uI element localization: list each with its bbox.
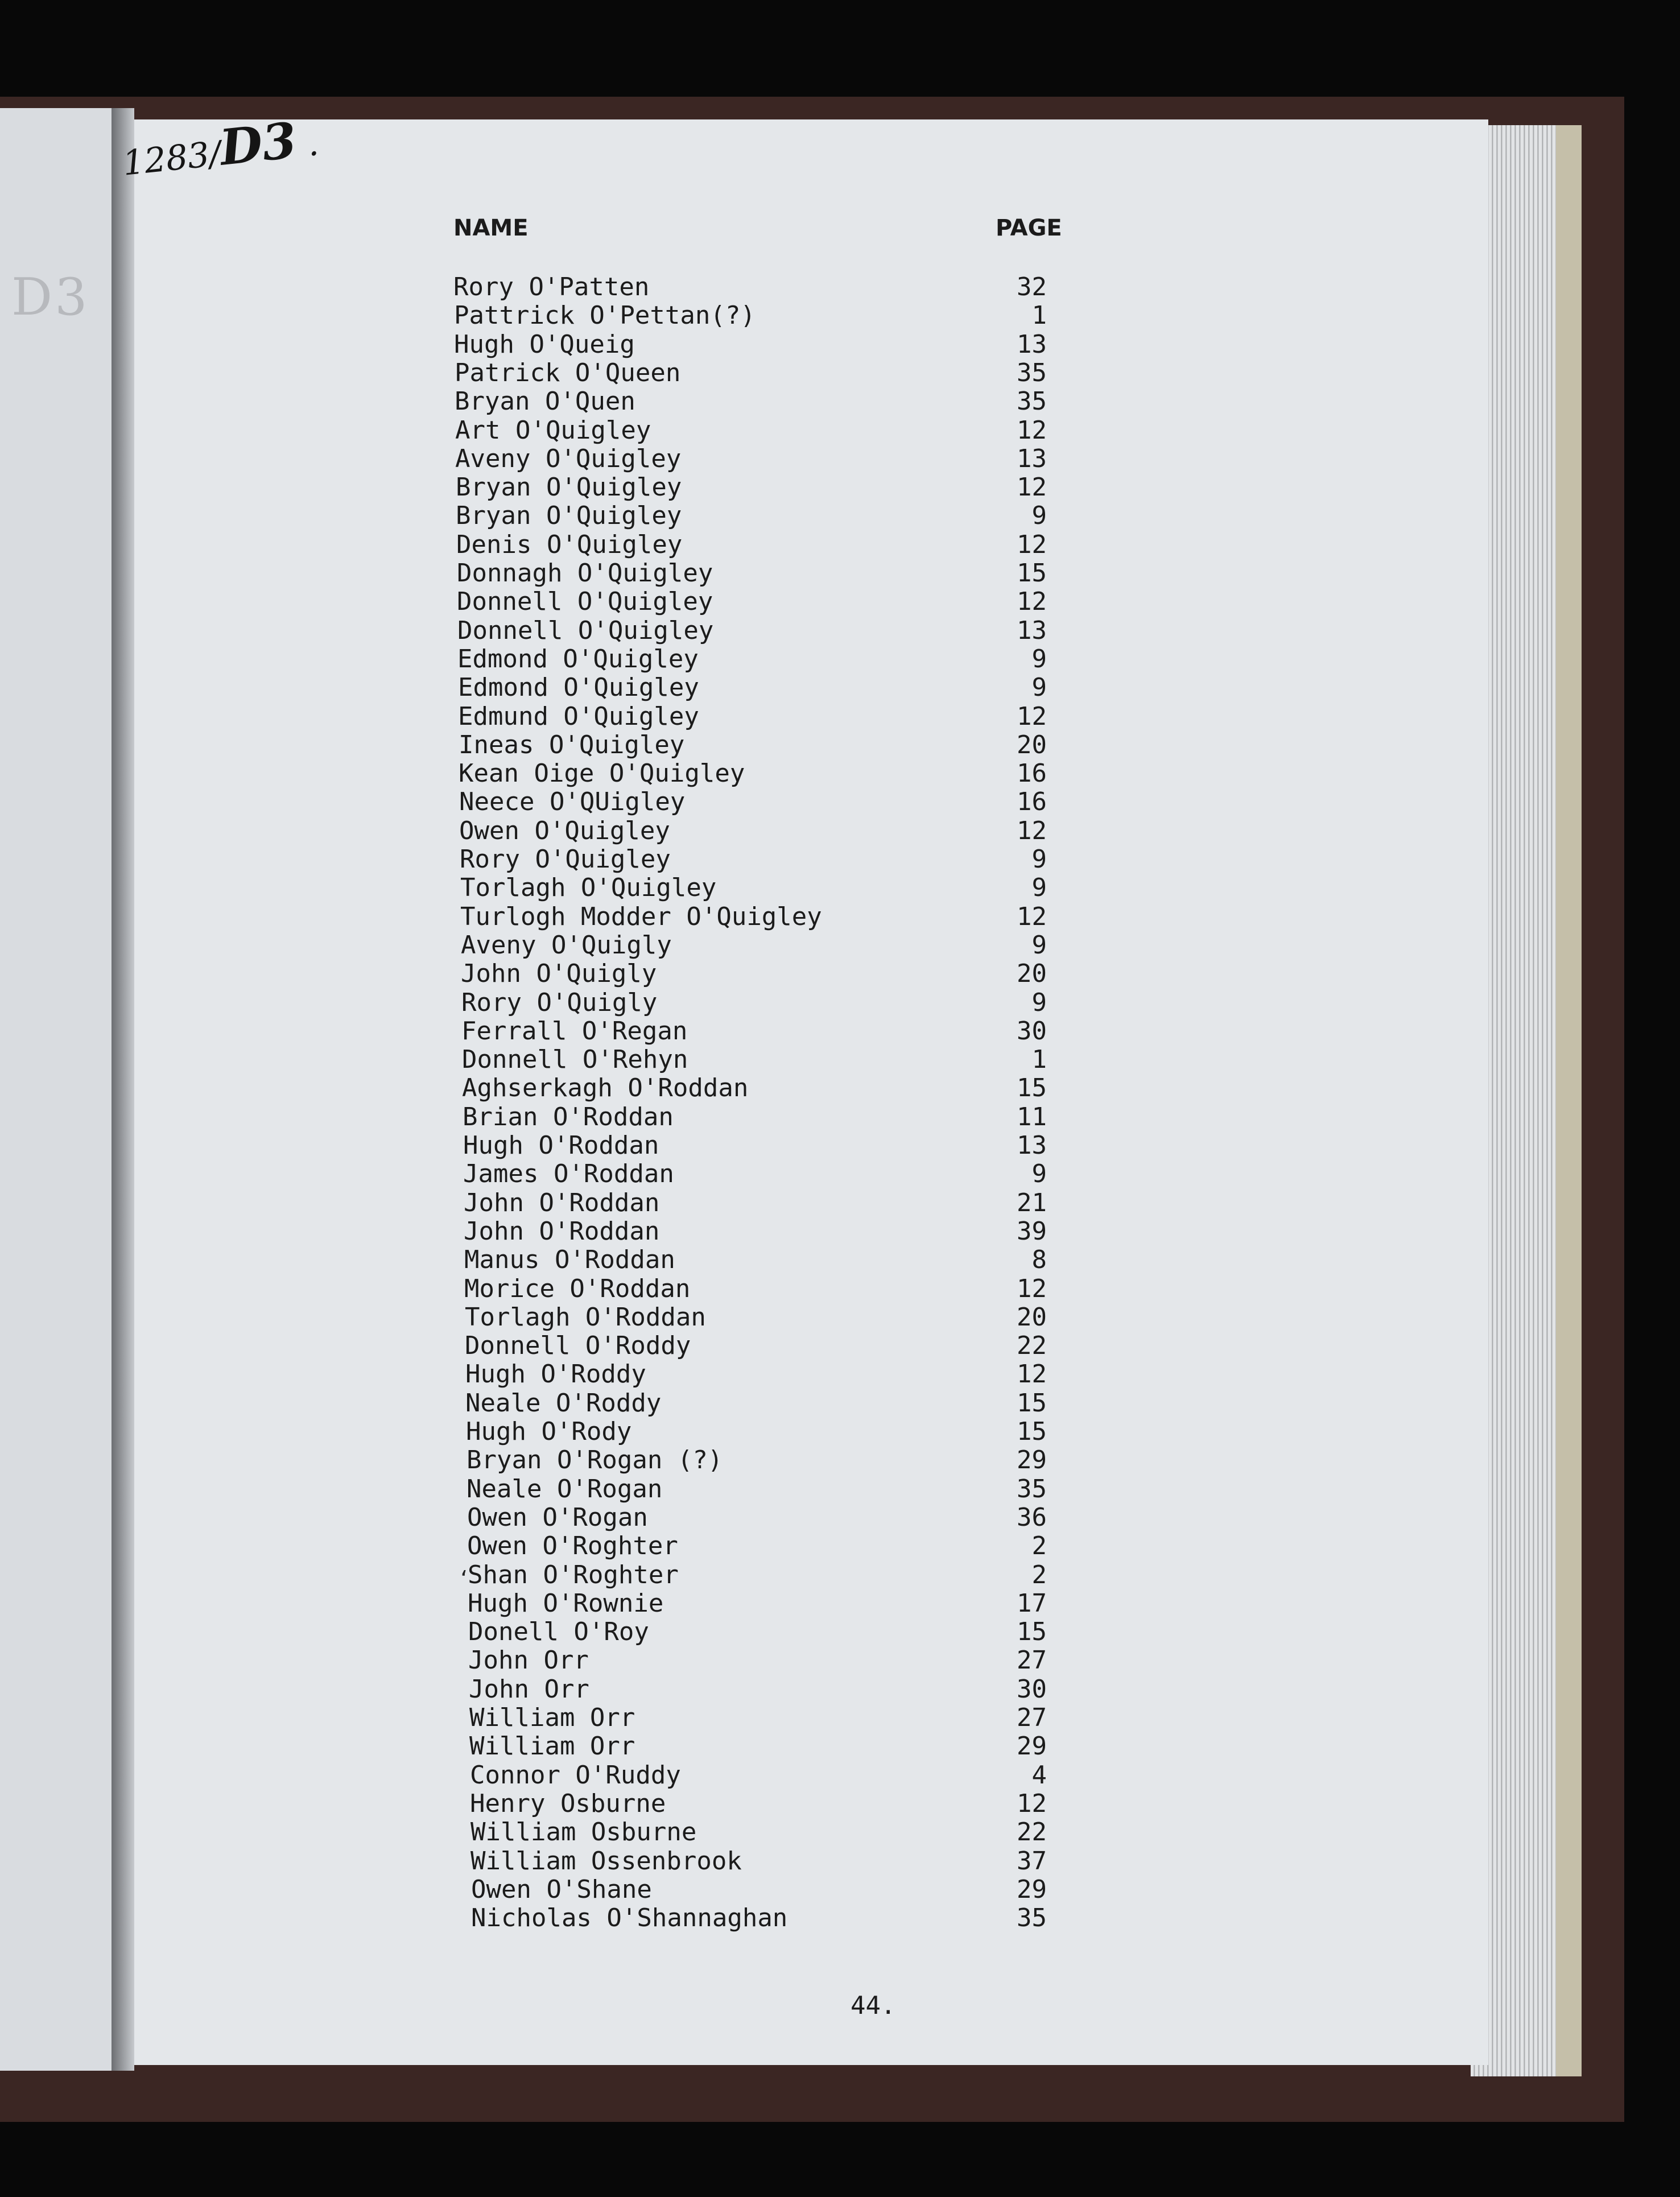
entry-page: 12 — [1017, 1789, 1047, 1818]
entry-name: Rory O'Quigley — [460, 845, 671, 874]
entry-page: 9 — [1031, 873, 1047, 903]
entry-page: 12 — [1017, 816, 1047, 845]
entry-page: 16 — [1017, 787, 1047, 817]
entry-name: Ferrall O'Regan — [461, 1016, 688, 1046]
entry-page: 20 — [1017, 1302, 1047, 1332]
entry-page: 37 — [1017, 1846, 1047, 1876]
entry-name: John Orr — [468, 1646, 589, 1675]
entry-page: 1 — [1031, 1045, 1047, 1075]
entry-page: 22 — [1017, 1818, 1047, 1847]
entry-name: John O'Roddan — [464, 1188, 660, 1217]
entry-page: 16 — [1017, 759, 1047, 788]
entry-name: Donell O'Roy — [468, 1617, 649, 1647]
entry-name: Aghserkagh O'Roddan — [462, 1073, 749, 1103]
facing-page-edge — [0, 108, 118, 2071]
entry-name: Rory O'Patten — [453, 272, 650, 302]
entry-page: 9 — [1031, 644, 1047, 674]
entry-page: 9 — [1031, 930, 1047, 960]
entry-name: Owen O'Roghter — [467, 1531, 678, 1561]
entry-name: Owen O'Rogan — [467, 1502, 648, 1532]
entry-page: 9 — [1031, 501, 1047, 531]
entry-name: Connor O'Ruddy — [470, 1760, 681, 1790]
entry-name: Neale O'Rogan — [467, 1474, 663, 1504]
entry-page: 36 — [1017, 1502, 1047, 1532]
entry-name: Edmond O'Quigley — [458, 673, 699, 703]
entry-name: Neece O'QUigley — [459, 787, 686, 817]
entry-name: Manus O'Roddan — [464, 1245, 675, 1275]
entry-page: 15 — [1017, 1073, 1047, 1103]
entry-name: Hugh O'Roddan — [463, 1131, 659, 1160]
entry-page: 20 — [1017, 959, 1047, 989]
entry-name: Art O'Quigley — [455, 415, 651, 445]
entry-page: 35 — [1017, 1474, 1047, 1504]
entry-name: Edmond O'Quigley — [457, 644, 699, 674]
entry-page: 30 — [1017, 1674, 1047, 1704]
entry-page: 9 — [1031, 673, 1047, 703]
entry-page: 12 — [1017, 902, 1047, 931]
entry-page: 17 — [1017, 1588, 1047, 1618]
entry-name: Brian O'Roddan — [463, 1102, 674, 1131]
entry-name: Kean Oige O'Quigley — [459, 759, 745, 788]
reference-dot: . — [305, 123, 321, 164]
entry-name: Ineas O'Quigley — [459, 730, 685, 759]
entry-page: 29 — [1017, 1874, 1047, 1904]
entry-name: Patrick O'Queen — [455, 358, 681, 387]
page-number: 44. — [851, 1991, 896, 2020]
margin-tick-mark: ‘ — [458, 1567, 470, 1590]
entry-name: Shan O'Roghter — [468, 1560, 679, 1589]
entry-page: 39 — [1017, 1216, 1047, 1246]
entry-name: Hugh O'Roddy — [465, 1360, 646, 1389]
entry-name: William Orr — [469, 1732, 635, 1761]
entry-name: Neale O'Roddy — [465, 1388, 662, 1418]
entry-page: 12 — [1017, 1274, 1047, 1303]
entry-page: 8 — [1031, 1245, 1047, 1275]
entry-name: Torlagh O'Quigley — [460, 873, 717, 903]
entry-page: 15 — [1017, 1388, 1047, 1418]
entry-name: Pattrick O'Pettan(?) — [454, 301, 756, 331]
entry-name: Rory O'Quigly — [461, 988, 658, 1017]
entry-page: 13 — [1017, 1131, 1047, 1160]
entry-page: 13 — [1017, 444, 1047, 473]
entry-page: 9 — [1031, 1159, 1047, 1189]
entry-page: 20 — [1017, 730, 1047, 759]
entry-page: 30 — [1017, 1016, 1047, 1046]
entry-page: 13 — [1017, 329, 1047, 359]
column-header-page: PAGE — [996, 215, 1062, 241]
entry-page: 29 — [1017, 1446, 1047, 1475]
entry-name: Bryan O'Rogan (?) — [467, 1446, 723, 1475]
entry-page: 12 — [1017, 1360, 1047, 1389]
entry-page: 4 — [1031, 1760, 1047, 1790]
entry-name: Hugh O'Rody — [466, 1417, 632, 1446]
entry-page: 27 — [1017, 1646, 1047, 1675]
entry-page: 15 — [1017, 1617, 1047, 1647]
entry-page: 15 — [1017, 559, 1047, 588]
entry-name: John O'Quigly — [461, 959, 657, 989]
entry-name: William Orr — [469, 1703, 635, 1732]
entry-page: 2 — [1031, 1531, 1047, 1561]
entry-name: Hugh O'Rownie — [468, 1588, 664, 1618]
reference-suffix: D3 — [217, 111, 299, 177]
entry-name: Aveny O'Quigley — [455, 444, 682, 473]
entry-page: 12 — [1017, 415, 1047, 445]
entry-name: John Orr — [469, 1674, 589, 1704]
entry-page: 9 — [1031, 988, 1047, 1017]
page-edges-outer — [1556, 125, 1582, 2076]
column-header-name: NAME — [453, 215, 529, 241]
entry-name: Denis O'Quigley — [456, 530, 683, 559]
entry-page: 15 — [1017, 1417, 1047, 1446]
entry-name: Donnell O'Quigley — [457, 587, 713, 617]
entry-page: 35 — [1017, 358, 1047, 387]
entry-name: James O'Roddan — [463, 1159, 674, 1189]
entry-page: 12 — [1017, 587, 1047, 617]
entry-name: Donnell O'Roddy — [465, 1331, 691, 1361]
entry-page: 12 — [1017, 473, 1047, 502]
entry-name: Henry Osburne — [470, 1789, 666, 1818]
entry-page: 1 — [1031, 301, 1047, 331]
entry-name: Aveny O'Quigly — [461, 930, 672, 960]
entry-page: 32 — [1017, 272, 1047, 302]
entry-page: 35 — [1017, 387, 1047, 416]
entry-name: Donnagh O'Quigley — [457, 559, 713, 588]
show-through-mark: D3 — [11, 267, 90, 327]
entry-page: 21 — [1017, 1188, 1047, 1217]
entry-page: 12 — [1017, 530, 1047, 559]
entry-name: Torlagh O'Roddan — [465, 1302, 706, 1332]
entry-page: 9 — [1031, 845, 1047, 874]
entry-page: 2 — [1031, 1560, 1047, 1589]
entry-name: Turlogh Modder O'Quigley — [460, 902, 822, 931]
entry-page: 27 — [1017, 1703, 1047, 1732]
gutter-shadow — [112, 108, 134, 2071]
index-page — [134, 119, 1488, 2065]
entry-name: Owen O'Shane — [471, 1874, 652, 1904]
entry-name: Bryan O'Quen — [455, 387, 635, 416]
entry-page: 29 — [1017, 1732, 1047, 1761]
entry-name: Donnell O'Quigley — [457, 616, 714, 645]
entry-name: Bryan O'Quigley — [456, 501, 682, 531]
reference-number: 1283/ — [121, 134, 223, 184]
entry-page: 12 — [1017, 701, 1047, 731]
entry-name: Nicholas O'Shannaghan — [471, 1903, 788, 1933]
entry-name: Edmund O'Quigley — [458, 701, 699, 731]
entry-page: 11 — [1017, 1102, 1047, 1131]
entry-name: William Osburne — [470, 1818, 697, 1847]
entry-name: Bryan O'Quigley — [456, 473, 682, 502]
entry-name: Donnell O'Rehyn — [462, 1045, 688, 1075]
entry-name: William Ossenbrook — [470, 1846, 742, 1876]
entry-page: 13 — [1017, 616, 1047, 645]
entry-name: Hugh O'Queig — [454, 329, 635, 359]
entry-page: 22 — [1017, 1331, 1047, 1361]
entry-page: 35 — [1017, 1903, 1047, 1933]
entry-name: Morice O'Roddan — [464, 1274, 691, 1303]
entry-name: Owen O'Quigley — [459, 816, 670, 845]
entry-name: John O'Roddan — [464, 1216, 660, 1246]
